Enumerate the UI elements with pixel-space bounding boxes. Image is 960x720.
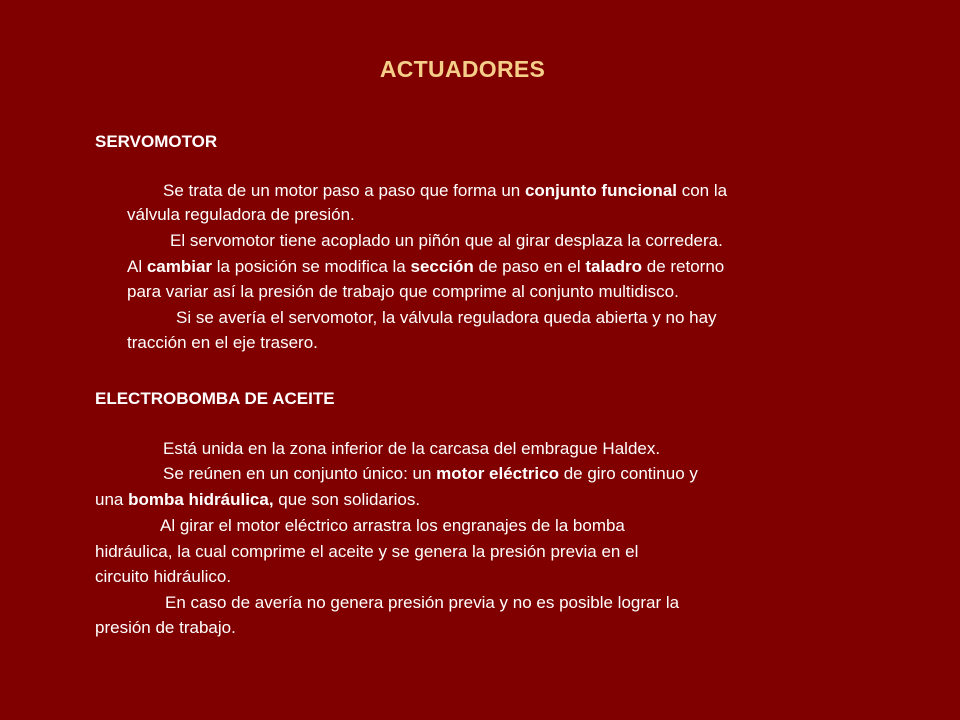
body-line — [95, 490, 420, 510]
section-heading-servomotor: SERVOMOTOR — [95, 132, 218, 151]
body-line — [163, 439, 660, 459]
text-run: válvula reguladora de presión. — [127, 205, 355, 224]
body-line — [163, 181, 727, 201]
bold-term: bomba hidráulica, — [128, 490, 274, 509]
text-run: circuito hidráulico. — [95, 567, 232, 586]
section-heading-electrobomba: ELECTROBOMBA DE ACEITE — [95, 389, 335, 408]
text-run: En caso de avería no genera presión previa y no es posible lograr la — [165, 593, 680, 612]
slide-title: ACTUADORES — [379, 56, 546, 82]
bold-term: sección — [410, 257, 474, 276]
text-run: El servomotor tiene acoplado un piñón que al girar desplaza la corredera. — [170, 231, 723, 250]
body-line — [165, 593, 679, 613]
text-run: una — [95, 490, 129, 509]
text-run: de giro continuo y — [558, 464, 698, 483]
body-line — [163, 464, 698, 484]
body-line — [127, 282, 679, 302]
text-run: Al girar el motor eléctrico arrastra los engranajes de la bomba — [160, 516, 625, 535]
body-line — [127, 257, 724, 277]
text-run: Se reúnen en un conjunto único: un — [163, 464, 437, 483]
body-line — [176, 308, 717, 328]
body-line — [95, 618, 236, 638]
body-line — [127, 205, 355, 225]
bold-term: cambiar — [146, 257, 213, 276]
body-line — [127, 333, 318, 353]
body-line — [95, 542, 638, 562]
text-run: Al — [127, 257, 147, 276]
text-run: tracción en el eje trasero. — [127, 333, 318, 352]
body-line — [170, 231, 723, 251]
text-run: de paso en el — [473, 257, 586, 276]
text-run: hidráulica, la cual comprime el aceite y se genera la presión previa en el — [95, 542, 639, 561]
text-run: de retorno — [642, 257, 725, 276]
bold-term: taladro — [585, 257, 643, 276]
text-run: para variar así la presión de trabajo que comprime al conjunto multidisco. — [127, 282, 679, 301]
bold-term: conjunto funcional — [524, 181, 677, 200]
bold-term: motor eléctrico — [436, 464, 559, 483]
text-run: que son solidarios. — [273, 490, 421, 509]
text-run: Se trata de un motor paso a paso que forma un — [163, 181, 525, 200]
text-run: con la — [677, 181, 728, 200]
text-run: presión de trabajo. — [95, 618, 236, 637]
text-run: Si se avería el servomotor, la válvula reguladora queda abierta y no hay — [176, 308, 717, 327]
body-line — [160, 516, 625, 536]
body-line — [95, 567, 231, 587]
text-run: Está unida en la zona inferior de la carcasa del embrague Haldex. — [163, 439, 661, 458]
text-run: la posición se modifica la — [212, 257, 411, 276]
